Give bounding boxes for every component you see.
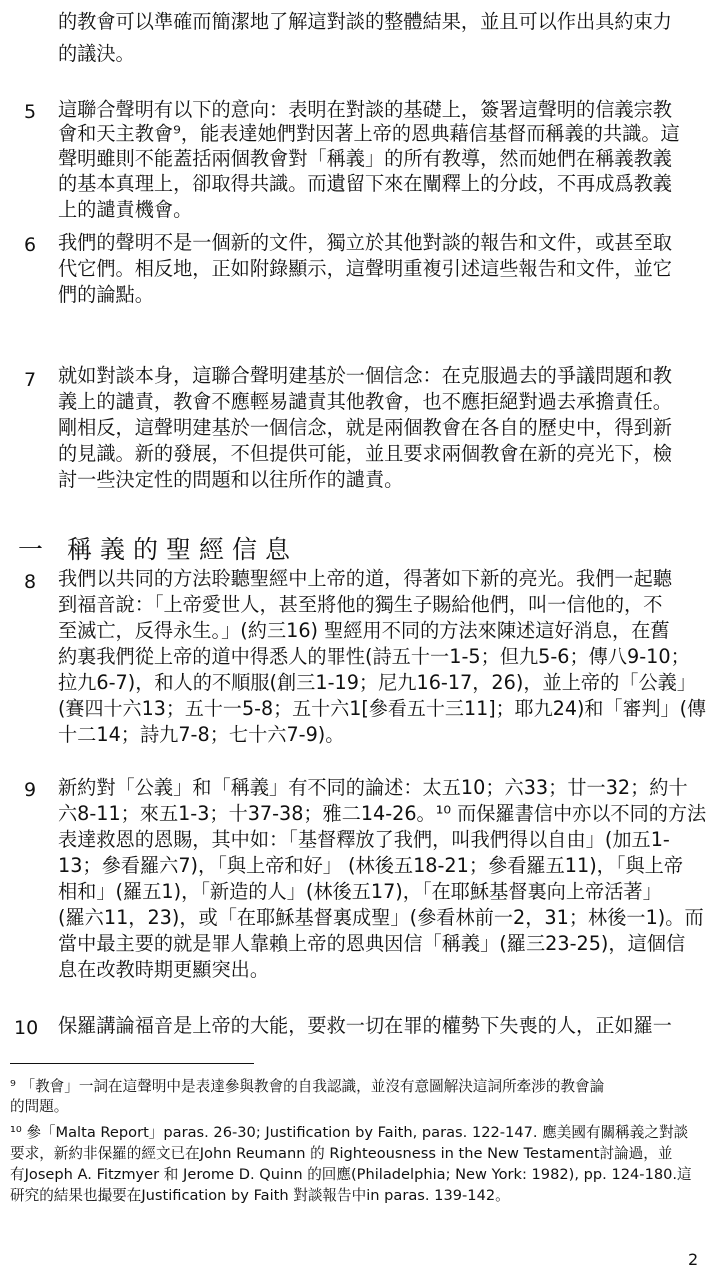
body-line: 到福音說：「上帝愛世人，甚至將他的獨生子賜給他們，叫一信他的，不 — [58, 593, 663, 616]
body-line: 當中最主要的就是罪人靠賴上帝的恩典因信「稱義」(羅三23-25)，這個信 — [58, 932, 686, 955]
body-line: 保羅講論福音是上帝的大能，要救一切在罪的權勢下失喪的人，正如羅一 — [58, 1014, 672, 1037]
paragraph-number: 9 — [24, 779, 37, 801]
body-line: 拉九6-7)，和人的不順服(創三1-19；尼九16-17，26)，並上帝的「公義」 — [58, 671, 697, 694]
paragraph-number: 8 — [24, 571, 37, 593]
body-line: 六8-11；來五1-3；十37-38；雅二14-26。¹⁰ 而保羅書信中亦以不同的方法 — [58, 802, 707, 825]
section-heading: 一 稱義的聖經信息 — [18, 535, 298, 564]
paragraph-number: 7 — [24, 369, 37, 391]
body-line: 的教會可以準確而簡潔地了解這對談的整體結果，並且可以作出具約束力 — [58, 10, 672, 33]
body-line: 我們的聲明不是一個新的文件，獨立於其他對談的報告和文件，或甚至取 — [58, 231, 672, 254]
body-line: 義上的譴責，教會不應輕易譴責其他教會，也不應拒絕對過去承擔責任。 — [58, 390, 672, 413]
footnote-line: 的問題。 — [10, 1098, 69, 1115]
body-line: 聲明雖則不能蓋括兩個教會對「稱義」的所有教導，然而她們在稱義教義 — [58, 147, 672, 170]
body-line: (賽四十六13；五十一5-8；五十六1[參看五十三11]；耶九24)和「審判」(傳 — [58, 697, 707, 720]
body-line: 表達救恩的恩賜，其中如：「基督釋放了我們，叫我們得以自由」(加五1- — [58, 828, 670, 851]
footnote-line: ⁹ 「教會」一詞在這聲明中是表達參與教會的自我認識，並沒有意圖解決這詞所牽涉的教會論 — [10, 1078, 605, 1095]
body-line: 討一些決定性的問題和以往所作的譴責。 — [58, 468, 404, 491]
body-line: 約裏我們從上帝的道中得悉人的罪性(詩五十一1-5；但九5-6；傳八9-10； — [58, 645, 690, 668]
body-line: 代它們。相反地，正如附錄顯示，這聲明重複引述這些報告和文件，並它 — [58, 257, 672, 280]
body-line: (羅六11，23)，或「在耶穌基督裏成聖」(參看林前一2，31；林後一1)。而 — [58, 906, 704, 929]
body-line: 新約對「公義」和「稱義」有不同的論述：太五10；六33；廿一32；約十 — [58, 776, 688, 799]
footnote-divider — [10, 1063, 254, 1064]
footnote-line: 要求，新約非保羅的經文已在John Reumann 的 Righteousness in the New Testament討論過，並 — [10, 1145, 673, 1162]
footnote-line: 研究的結果也撮要在Justification by Faith 對談報告中in paras. 139-142。 — [10, 1187, 510, 1204]
paragraph-number: 6 — [24, 234, 37, 256]
body-line: 的見識。新的發展，不但提供可能，並且要求兩個教會在新的亮光下，檢 — [58, 442, 672, 465]
body-line: 十二14；詩九7-8；七十六7-9)。 — [58, 723, 345, 746]
body-line: 的基本真理上，卻取得共識。而遺留下來在闡釋上的分歧，不再成爲教義 — [58, 172, 672, 195]
page-number: 2 — [688, 1250, 699, 1269]
footnote-line: ¹⁰ 參「Malta Report」paras. 26-30; Justification by Faith, paras. 122-147. 應美國有關稱義之對談 — [10, 1124, 689, 1141]
body-line: 相和」(羅五1)，「新造的人」(林後五17)，「在耶穌基督裏向上帝活著」 — [58, 880, 662, 903]
body-line: 息在改教時期更顯突出。 — [58, 958, 270, 981]
body-line: 就如對談本身，這聯合聲明建基於一個信念：在克服過去的爭議問題和教 — [58, 364, 672, 387]
body-line: 我們以共同的方法聆聽聖經中上帝的道，得著如下新的亮光。我們一起聽 — [58, 567, 672, 590]
body-line: 的議決。 — [58, 42, 135, 65]
paragraph-number: 5 — [24, 101, 37, 123]
body-line: 會和天主教會⁹，能表達她們對因著上帝的恩典藉信基督而稱義的共識。這 — [58, 122, 680, 145]
body-line: 這聯合聲明有以下的意向：表明在對談的基礎上，簽署這聲明的信義宗教 — [58, 98, 672, 121]
body-line: 13；參看羅六7)，「與上帝和好」 (林後五18-21；參看羅五11)，「與上帝 — [58, 854, 684, 877]
body-line: 上的譴責機會。 — [58, 198, 193, 221]
body-line: 們的論點。 — [58, 283, 154, 306]
body-line: 剛相反，這聲明建基於一個信念，就是兩個教會在各自的歷史中，得到新 — [58, 416, 672, 439]
footnote-line: 有Joseph A. Fitzmyer 和 Jerome D. Quinn 的回應(Philadelphia; New York: 1982), pp. 124-180.這 — [10, 1166, 692, 1183]
paragraph-number: 10 — [14, 1017, 39, 1039]
body-line: 至滅亡，反得永生。」(約三16) 聖經用不同的方法來陳述這好消息，在舊 — [58, 619, 670, 642]
